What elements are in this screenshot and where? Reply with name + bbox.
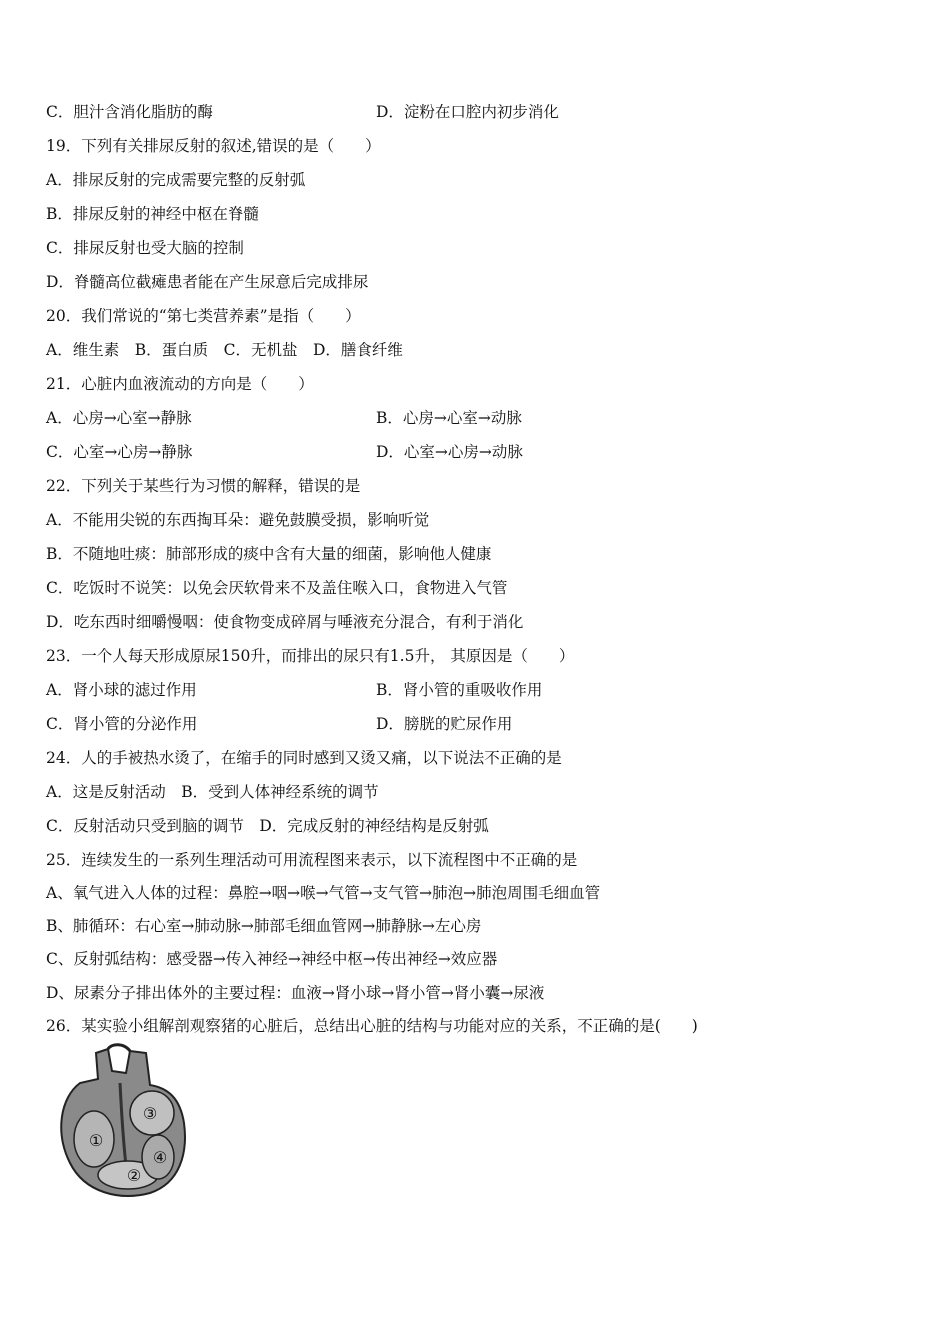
q22-option-d: D．吃东西时细嚼慢咽：使食物变成碎屑与唾液充分混合，有利于消化 <box>46 613 524 631</box>
heart-label-2: ② <box>126 1166 142 1185</box>
q26-stem: 26．某实验小组解剖观察猪的心脏后，总结出心脏的结构与功能对应的关系，不正确的是( ) <box>46 1017 698 1035</box>
q21-option-a: A．心房→心室→静脉 <box>46 409 192 427</box>
q23-option-a: A．肾小球的滤过作用 <box>46 681 197 699</box>
q21-option-d: D．心室→心房→动脉 <box>376 443 523 461</box>
q19-option-a: A．排尿反射的完成需要完整的反射弧 <box>46 171 306 189</box>
q18-option-c: C．胆汁含消化脂肪的酶 <box>46 103 213 121</box>
q23-stem: 23．一个人每天形成原尿150升，而排出的尿只有1.5升， 其原因是（ ） <box>46 647 575 665</box>
q21-stem: 21．心脏内血液流动的方向是（ ） <box>46 375 314 393</box>
heart-label-1: ① <box>88 1131 104 1150</box>
q25-option-b: B、肺循环：右心室→肺动脉→肺部毛细血管网→肺静脉→左心房 <box>46 917 482 935</box>
heart-aorta <box>108 1045 130 1051</box>
q21-option-c: C．心室→心房→静脉 <box>46 443 193 461</box>
q22-option-b: B．不随地吐痰：肺部形成的痰中含有大量的细菌，影响他人健康 <box>46 545 492 563</box>
q19-option-d: D．脊髓高位截瘫患者能在产生尿意后完成排尿 <box>46 273 369 291</box>
heart-label-4: ④ <box>152 1148 168 1167</box>
q25-option-d: D、尿素分子排出体外的主要过程：血液→肾小球→肾小管→肾小囊→尿液 <box>46 984 545 1002</box>
q18-option-d: D．淀粉在口腔内初步消化 <box>376 103 559 121</box>
q23-option-b: B．肾小管的重吸收作用 <box>376 681 543 699</box>
q25-option-a: A、氧气进入人体的过程：鼻腔→咽→喉→气管→支气管→肺泡→肺泡周围毛细血管 <box>46 884 601 902</box>
q23-option-c: C．肾小管的分泌作用 <box>46 715 198 733</box>
heart-label-3: ③ <box>142 1104 158 1123</box>
q24-options-ab: A．这是反射活动 B．受到人体神经系统的调节 <box>46 783 379 801</box>
q25-option-c: C、反射弧结构：感受器→传入神经→神经中枢→传出神经→效应器 <box>46 950 498 968</box>
q19-option-c: C．排尿反射也受大脑的控制 <box>46 239 244 257</box>
q24-options-cd: C．反射活动只受到脑的调节 D．完成反射的神经结构是反射弧 <box>46 817 489 835</box>
q20-options: A．维生素 B．蛋白质 C．无机盐 D．膳食纤维 <box>46 341 403 359</box>
q22-option-c: C．吃饭时不说笑：以免会厌软骨来不及盖住喉入口，食物进入气管 <box>46 579 508 597</box>
q24-stem: 24．人的手被热水烫了，在缩手的同时感到又烫又痛，以下说法不正确的是 <box>46 749 562 767</box>
q19-stem: 19．下列有关排尿反射的叙述,错误的是（ ） <box>46 137 381 155</box>
q21-option-b: B．心房→心室→动脉 <box>376 409 522 427</box>
q22-option-a: A．不能用尖锐的东西掏耳朵：避免鼓膜受损，影响听觉 <box>46 511 430 529</box>
q20-stem: 20．我们常说的“第七类营养素”是指（ ） <box>46 307 361 325</box>
q19-option-b: B．排尿反射的神经中枢在脊髓 <box>46 205 259 223</box>
q25-stem: 25．连续发生的一系列生理活动可用流程图来表示，以下流程图中不正确的是 <box>46 851 578 869</box>
q23-option-d: D．膀胱的贮尿作用 <box>376 715 513 733</box>
q22-stem: 22．下列关于某些行为习惯的解释，错误的是 <box>46 477 361 495</box>
heart-diagram <box>50 1043 190 1203</box>
